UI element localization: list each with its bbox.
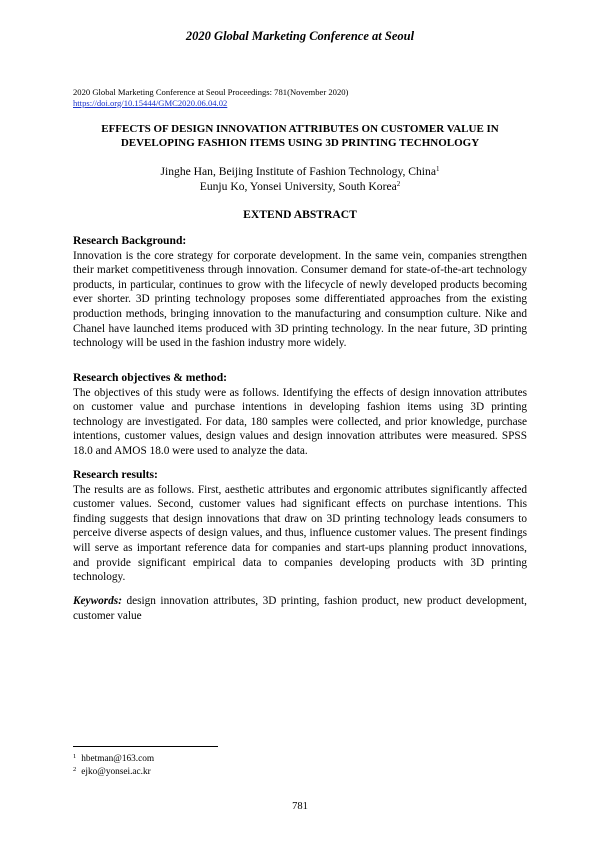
footnote-mark: 1 [73, 753, 77, 760]
author-block [73, 165, 527, 194]
section-heading: Research results: [73, 468, 158, 481]
page-number: 781 [292, 801, 308, 812]
author-1-footnote-mark: 1 [435, 165, 440, 173]
section-body: Innovation is the core strategy for corporate development. In the same vein, companies strengthen their market competitiveness through innovation. Consumer demand for state-of-the-art technology products, in particular, continues to grow with the lifecycle of newly developed products becoming ever shorter. 3D printing technology proposes some differentiated approaches from the existing production methods, bringing innovation to the manufacturing and consumption culture. Nike and Chanel have launched items produced with 3D printing technology. In the near future, 3D printing technology will be used in the fashion industry more widely. [73, 249, 527, 350]
running-head: 2020 Global Marketing Conference at Seoul [185, 29, 415, 43]
extend-abstract-heading: EXTEND ABSTRACT [243, 208, 357, 221]
proceedings-line: 2020 Global Marketing Conference at Seoul Proceedings: 781(November 2020) [73, 87, 349, 97]
section-research-background [73, 234, 527, 351]
keywords-label: Keywords: [73, 595, 122, 607]
author-2-footnote-mark: 2 [396, 179, 401, 188]
author-2-text: Eunju Ko, Yonsei University, South Korea [199, 179, 397, 193]
title-line-2: DEVELOPING FASHION ITEMS USING 3D PRINTING TECHNOLOGY [120, 137, 480, 149]
footnote-email: ejko@yonsei.ac.kr [81, 767, 151, 777]
section-heading: Research objectives & method: [73, 371, 228, 384]
keywords-text: design innovation attributes, 3D printing, fashion product, new product development, customer value [73, 595, 528, 622]
proceedings-info [73, 87, 348, 108]
author-2 [73, 180, 527, 195]
author-1 [73, 165, 527, 180]
paper-title [73, 122, 527, 150]
footnote-mark: 2 [73, 766, 77, 773]
footnote-email: hbetman@163.com [81, 754, 155, 764]
section-body: The results are as follows. First, aesthetic attributes and ergonomic attributes significantly affected customer values. Second, customer values had significant effects on purchase intentions. This finding suggests that design innovations that draw on 3D printing technology leads consumers to perceive diverse aspects of design values, and thus, influence customer values. The present findings will serve as important reference data for companies and start-ups planning product innovations, and provide significant empirical data to companies developing products with 3D printing technology. [73, 483, 527, 584]
section-research-objectives [73, 371, 527, 459]
section-body: The objectives of this study were as follows. Identifying the effects of design innovation attributes on customer value and purchase intentions in developing fashion items using 3D printing technology are investigated. For data, 180 samples were collected, and prior knowledge, purchase intentions, customer values, design values and design innovation attributes were measured. SPSS 18.0 and AMOS 18.0 were used to analyze the data. [73, 386, 527, 457]
section-research-results [73, 468, 527, 585]
keywords-block [73, 594, 527, 623]
title-line-1: EFFECTS OF DESIGN INNOVATION ATTRIBUTES ON CUSTOMER VALUE IN [101, 123, 499, 135]
doi-link[interactable]: https://doi.org/10.15444/GMC2020.06.04.02 [73, 97, 228, 108]
footnotes [73, 753, 154, 779]
footnote-2 [73, 766, 154, 779]
footnote-1 [73, 753, 154, 766]
section-heading: Research Background: [73, 234, 187, 247]
author-1-text: Jinghe Han, Beijing Institute of Fashion Technology, China [160, 165, 436, 178]
footnote-divider [73, 746, 218, 747]
